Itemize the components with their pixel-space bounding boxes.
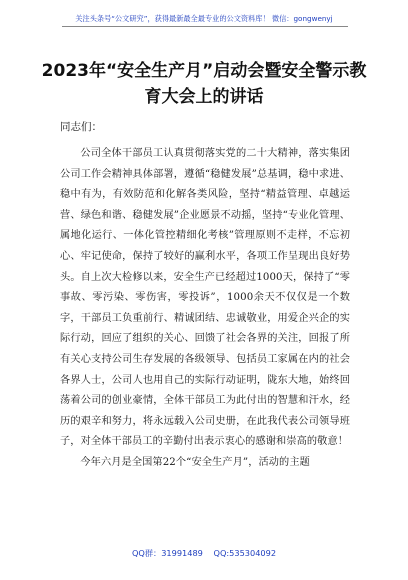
footer-qq-group: QQ群：31991489 [131,548,203,558]
body-paragraph-1: 公司全体干部员工认真贯彻落实党的二十大精神，落实集团公司工作会精神具体部署，遵循“稳健发展”总基调，稳中求进、稳中有为，有效防范和化解各类风险，坚持“精益管理、卓越运营、绿色和谐、稳健发展”企业愿景不动摇，坚持“专业化管理、属地化运行、一体化管控精细化考核”管理原则不走样，不忘初心、牢记使命，保持了较好的赢利水平，各项工作呈现出良好势头。自上次大检修以来，安全生产已经超过1000天，保持了“零事故、零污染、零伤害，零投诉”，1000余天不仅仅是一个数字，干部员工负重前行、精诚团结、忠诚敬业，用爱企兴企的实际行动，回应了组织的关心、回馈了社会各界的关注，回报了所有关心支持公司生存发展的各级领导、包括员工家属在内的社会各界人士，公司人也用自己的实际行动证明，陇东大地，始终回荡着公司的创业豪情，全体干部员工为此付出的智慧和汗水，经历的艰辛和努力，将永远载入公司史册，在此我代表公司领导班子，对全体干部员工的辛勤付出表示衷心的感谢和崇高的敬意！ [60,148,350,448]
page-footer [0,548,408,559]
body-paragraph-2: 今年六月是全国第22个“安全生产月”，活动的主题 [80,456,310,468]
header-divider [62,26,348,27]
footer-qq: QQ:535304092 [213,548,277,558]
document-body [60,144,350,474]
header-banner: 关注头条号“公文研究”，获得最新最全最专业的公文资料库！ 微信：gongwenyj [75,14,333,23]
greeting: 同志们： [60,121,102,133]
document-title: 2023年“安全生产月”启动会暨安全警示教育大会上的讲话 [41,61,367,107]
